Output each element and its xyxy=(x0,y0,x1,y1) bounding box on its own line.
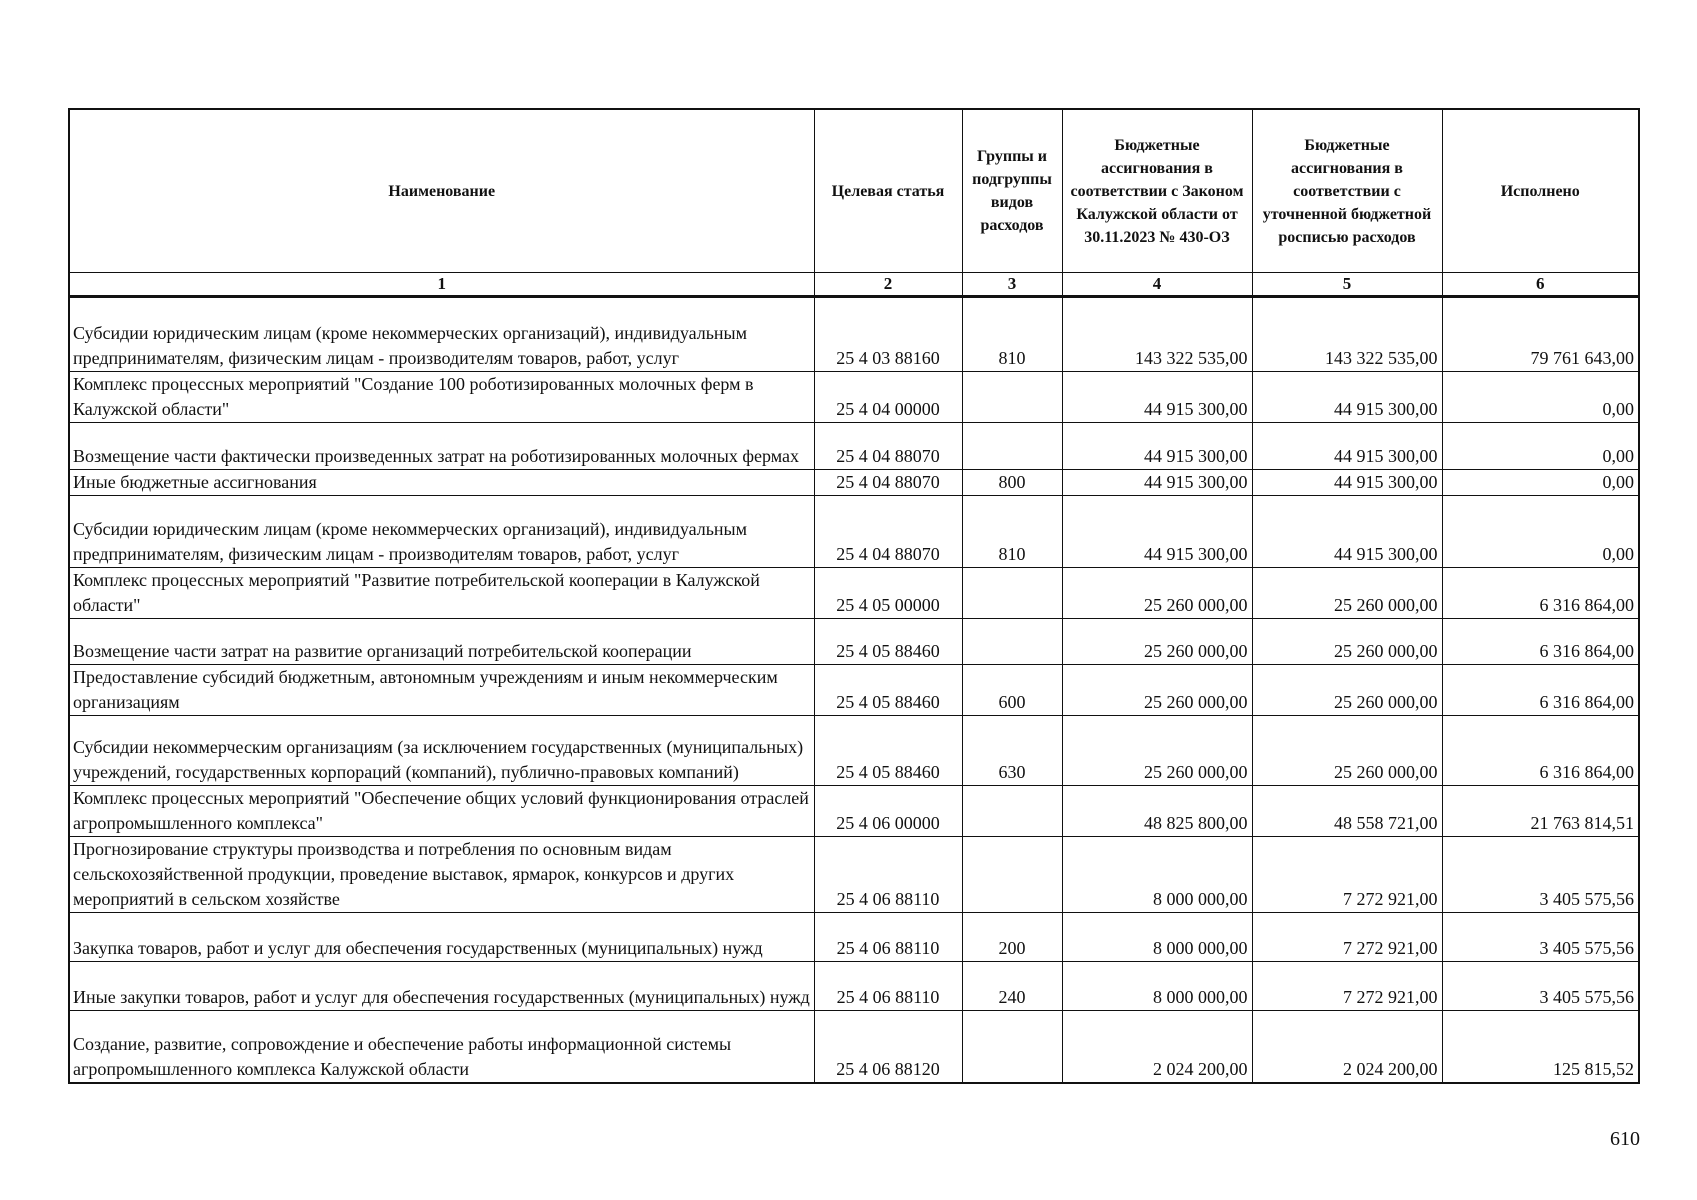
row-law-allocation: 25 260 000,00 xyxy=(1062,568,1252,619)
row-law-allocation: 48 825 800,00 xyxy=(1062,786,1252,837)
row-executed: 6 316 864,00 xyxy=(1442,619,1639,665)
row-expense-group xyxy=(962,837,1062,913)
row-refined-allocation: 7 272 921,00 xyxy=(1252,913,1442,962)
row-name: Субсидии юридическим лицам (кроме некоммерческих организаций), индивидуальным предпринимателям, физическим лицам - производителям товаров, работ, услуг xyxy=(69,297,814,372)
column-number: 6 xyxy=(1442,273,1639,297)
row-target-article: 25 4 06 00000 xyxy=(814,786,962,837)
row-refined-allocation: 25 260 000,00 xyxy=(1252,619,1442,665)
row-expense-group xyxy=(962,372,1062,423)
budget-table xyxy=(68,108,1640,1084)
row-name: Субсидии некоммерческим организациям (за исключением государственных (муниципальных) учреждений, государственных корпораций (компаний), публично-правовых компаний) xyxy=(69,716,814,786)
header-law-allocations: Бюджетные ассигнования в соответствии с Законом Калужской области от 30.11.2023 № 430-ОЗ xyxy=(1062,109,1252,273)
table-row xyxy=(69,962,1639,1011)
row-target-article: 25 4 05 00000 xyxy=(814,568,962,619)
row-expense-group: 600 xyxy=(962,665,1062,716)
row-law-allocation: 44 915 300,00 xyxy=(1062,372,1252,423)
row-name: Создание, развитие, сопровождение и обеспечение работы информационной системы агропромышленного комплекса Калужской области xyxy=(69,1011,814,1083)
column-number-row xyxy=(69,273,1639,297)
row-refined-allocation: 44 915 300,00 xyxy=(1252,496,1442,568)
row-refined-allocation: 25 260 000,00 xyxy=(1252,716,1442,786)
row-executed: 3 405 575,56 xyxy=(1442,913,1639,962)
row-name: Иные бюджетные ассигнования xyxy=(69,470,814,496)
page-number: 610 xyxy=(1610,1128,1640,1150)
row-name: Комплекс процессных мероприятий "Развитие потребительской кооперации в Калужской области" xyxy=(69,568,814,619)
table-row xyxy=(69,297,1639,372)
row-expense-group xyxy=(962,568,1062,619)
table-row xyxy=(69,1011,1639,1083)
row-name: Субсидии юридическим лицам (кроме некоммерческих организаций), индивидуальным предпринимателям, физическим лицам - производителям товаров, работ, услуг xyxy=(69,496,814,568)
table-row xyxy=(69,665,1639,716)
row-executed: 0,00 xyxy=(1442,470,1639,496)
row-target-article: 25 4 05 88460 xyxy=(814,619,962,665)
table-row xyxy=(69,786,1639,837)
row-law-allocation: 44 915 300,00 xyxy=(1062,496,1252,568)
row-refined-allocation: 143 322 535,00 xyxy=(1252,297,1442,372)
row-executed: 0,00 xyxy=(1442,496,1639,568)
row-refined-allocation: 25 260 000,00 xyxy=(1252,568,1442,619)
row-name: Закупка товаров, работ и услуг для обеспечения государственных (муниципальных) нужд xyxy=(69,913,814,962)
row-name: Комплекс процессных мероприятий "Создание 100 роботизированных молочных ферм в Калужской области" xyxy=(69,372,814,423)
row-target-article: 25 4 06 88120 xyxy=(814,1011,962,1083)
row-expense-group xyxy=(962,619,1062,665)
header-name: Наименование xyxy=(69,109,814,273)
row-law-allocation: 25 260 000,00 xyxy=(1062,665,1252,716)
row-law-allocation: 143 322 535,00 xyxy=(1062,297,1252,372)
row-executed: 6 316 864,00 xyxy=(1442,716,1639,786)
row-target-article: 25 4 04 00000 xyxy=(814,372,962,423)
row-refined-allocation: 48 558 721,00 xyxy=(1252,786,1442,837)
row-law-allocation: 44 915 300,00 xyxy=(1062,470,1252,496)
header-executed: Исполнено xyxy=(1442,109,1639,273)
row-name: Возмещение части затрат на развитие организаций потребительской кооперации xyxy=(69,619,814,665)
row-expense-group xyxy=(962,1011,1062,1083)
column-number: 4 xyxy=(1062,273,1252,297)
row-executed: 21 763 814,51 xyxy=(1442,786,1639,837)
row-target-article: 25 4 05 88460 xyxy=(814,716,962,786)
table-row xyxy=(69,568,1639,619)
column-number: 5 xyxy=(1252,273,1442,297)
table-body xyxy=(69,297,1639,1083)
row-target-article: 25 4 04 88070 xyxy=(814,470,962,496)
row-refined-allocation: 25 260 000,00 xyxy=(1252,665,1442,716)
row-expense-group: 800 xyxy=(962,470,1062,496)
row-target-article: 25 4 05 88460 xyxy=(814,665,962,716)
row-refined-allocation: 2 024 200,00 xyxy=(1252,1011,1442,1083)
row-refined-allocation: 7 272 921,00 xyxy=(1252,837,1442,913)
budget-table-sheet xyxy=(68,108,1638,1084)
table-row xyxy=(69,837,1639,913)
header-refined-allocations: Бюджетные ассигнования в соответствии с уточненной бюджетной росписью расходов xyxy=(1252,109,1442,273)
header-target-article: Целевая статья xyxy=(814,109,962,273)
row-name: Иные закупки товаров, работ и услуг для обеспечения государственных (муниципальных) нужд xyxy=(69,962,814,1011)
column-number: 2 xyxy=(814,273,962,297)
header-expense-groups: Группы и подгруппы видов расходов xyxy=(962,109,1062,273)
row-law-allocation: 2 024 200,00 xyxy=(1062,1011,1252,1083)
row-expense-group: 810 xyxy=(962,496,1062,568)
row-law-allocation: 44 915 300,00 xyxy=(1062,423,1252,470)
row-expense-group: 630 xyxy=(962,716,1062,786)
row-law-allocation: 8 000 000,00 xyxy=(1062,913,1252,962)
row-target-article: 25 4 04 88070 xyxy=(814,496,962,568)
row-executed: 6 316 864,00 xyxy=(1442,568,1639,619)
row-expense-group: 240 xyxy=(962,962,1062,1011)
row-expense-group xyxy=(962,423,1062,470)
row-name: Возмещение части фактически произведенных затрат на роботизированных молочных фермах xyxy=(69,423,814,470)
row-target-article: 25 4 06 88110 xyxy=(814,837,962,913)
table-row xyxy=(69,470,1639,496)
row-executed: 0,00 xyxy=(1442,423,1639,470)
table-header xyxy=(69,109,1639,297)
row-law-allocation: 25 260 000,00 xyxy=(1062,619,1252,665)
row-law-allocation: 8 000 000,00 xyxy=(1062,962,1252,1011)
row-law-allocation: 8 000 000,00 xyxy=(1062,837,1252,913)
row-refined-allocation: 44 915 300,00 xyxy=(1252,372,1442,423)
row-expense-group: 200 xyxy=(962,913,1062,962)
column-number: 3 xyxy=(962,273,1062,297)
row-refined-allocation: 44 915 300,00 xyxy=(1252,423,1442,470)
table-row xyxy=(69,423,1639,470)
row-refined-allocation: 44 915 300,00 xyxy=(1252,470,1442,496)
table-row xyxy=(69,496,1639,568)
row-target-article: 25 4 04 88070 xyxy=(814,423,962,470)
table-row xyxy=(69,913,1639,962)
row-executed: 3 405 575,56 xyxy=(1442,962,1639,1011)
row-expense-group: 810 xyxy=(962,297,1062,372)
table-row xyxy=(69,372,1639,423)
row-executed: 3 405 575,56 xyxy=(1442,837,1639,913)
row-executed: 125 815,52 xyxy=(1442,1011,1639,1083)
table-row xyxy=(69,716,1639,786)
row-expense-group xyxy=(962,786,1062,837)
row-executed: 79 761 643,00 xyxy=(1442,297,1639,372)
row-executed: 6 316 864,00 xyxy=(1442,665,1639,716)
row-name: Комплекс процессных мероприятий "Обеспечение общих условий функционирования отраслей агропромышленного комплекса" xyxy=(69,786,814,837)
table-row xyxy=(69,619,1639,665)
row-target-article: 25 4 03 88160 xyxy=(814,297,962,372)
row-target-article: 25 4 06 88110 xyxy=(814,913,962,962)
row-refined-allocation: 7 272 921,00 xyxy=(1252,962,1442,1011)
row-name: Прогнозирование структуры производства и потребления по основным видам сельскохозяйственной продукции, проведение выставок, ярмарок, конкурсов и других мероприятий в сельском хозяйстве xyxy=(69,837,814,913)
column-number: 1 xyxy=(69,273,814,297)
row-law-allocation: 25 260 000,00 xyxy=(1062,716,1252,786)
row-target-article: 25 4 06 88110 xyxy=(814,962,962,1011)
row-executed: 0,00 xyxy=(1442,372,1639,423)
row-name: Предоставление субсидий бюджетным, автономным учреждениям и иным некоммерческим организациям xyxy=(69,665,814,716)
